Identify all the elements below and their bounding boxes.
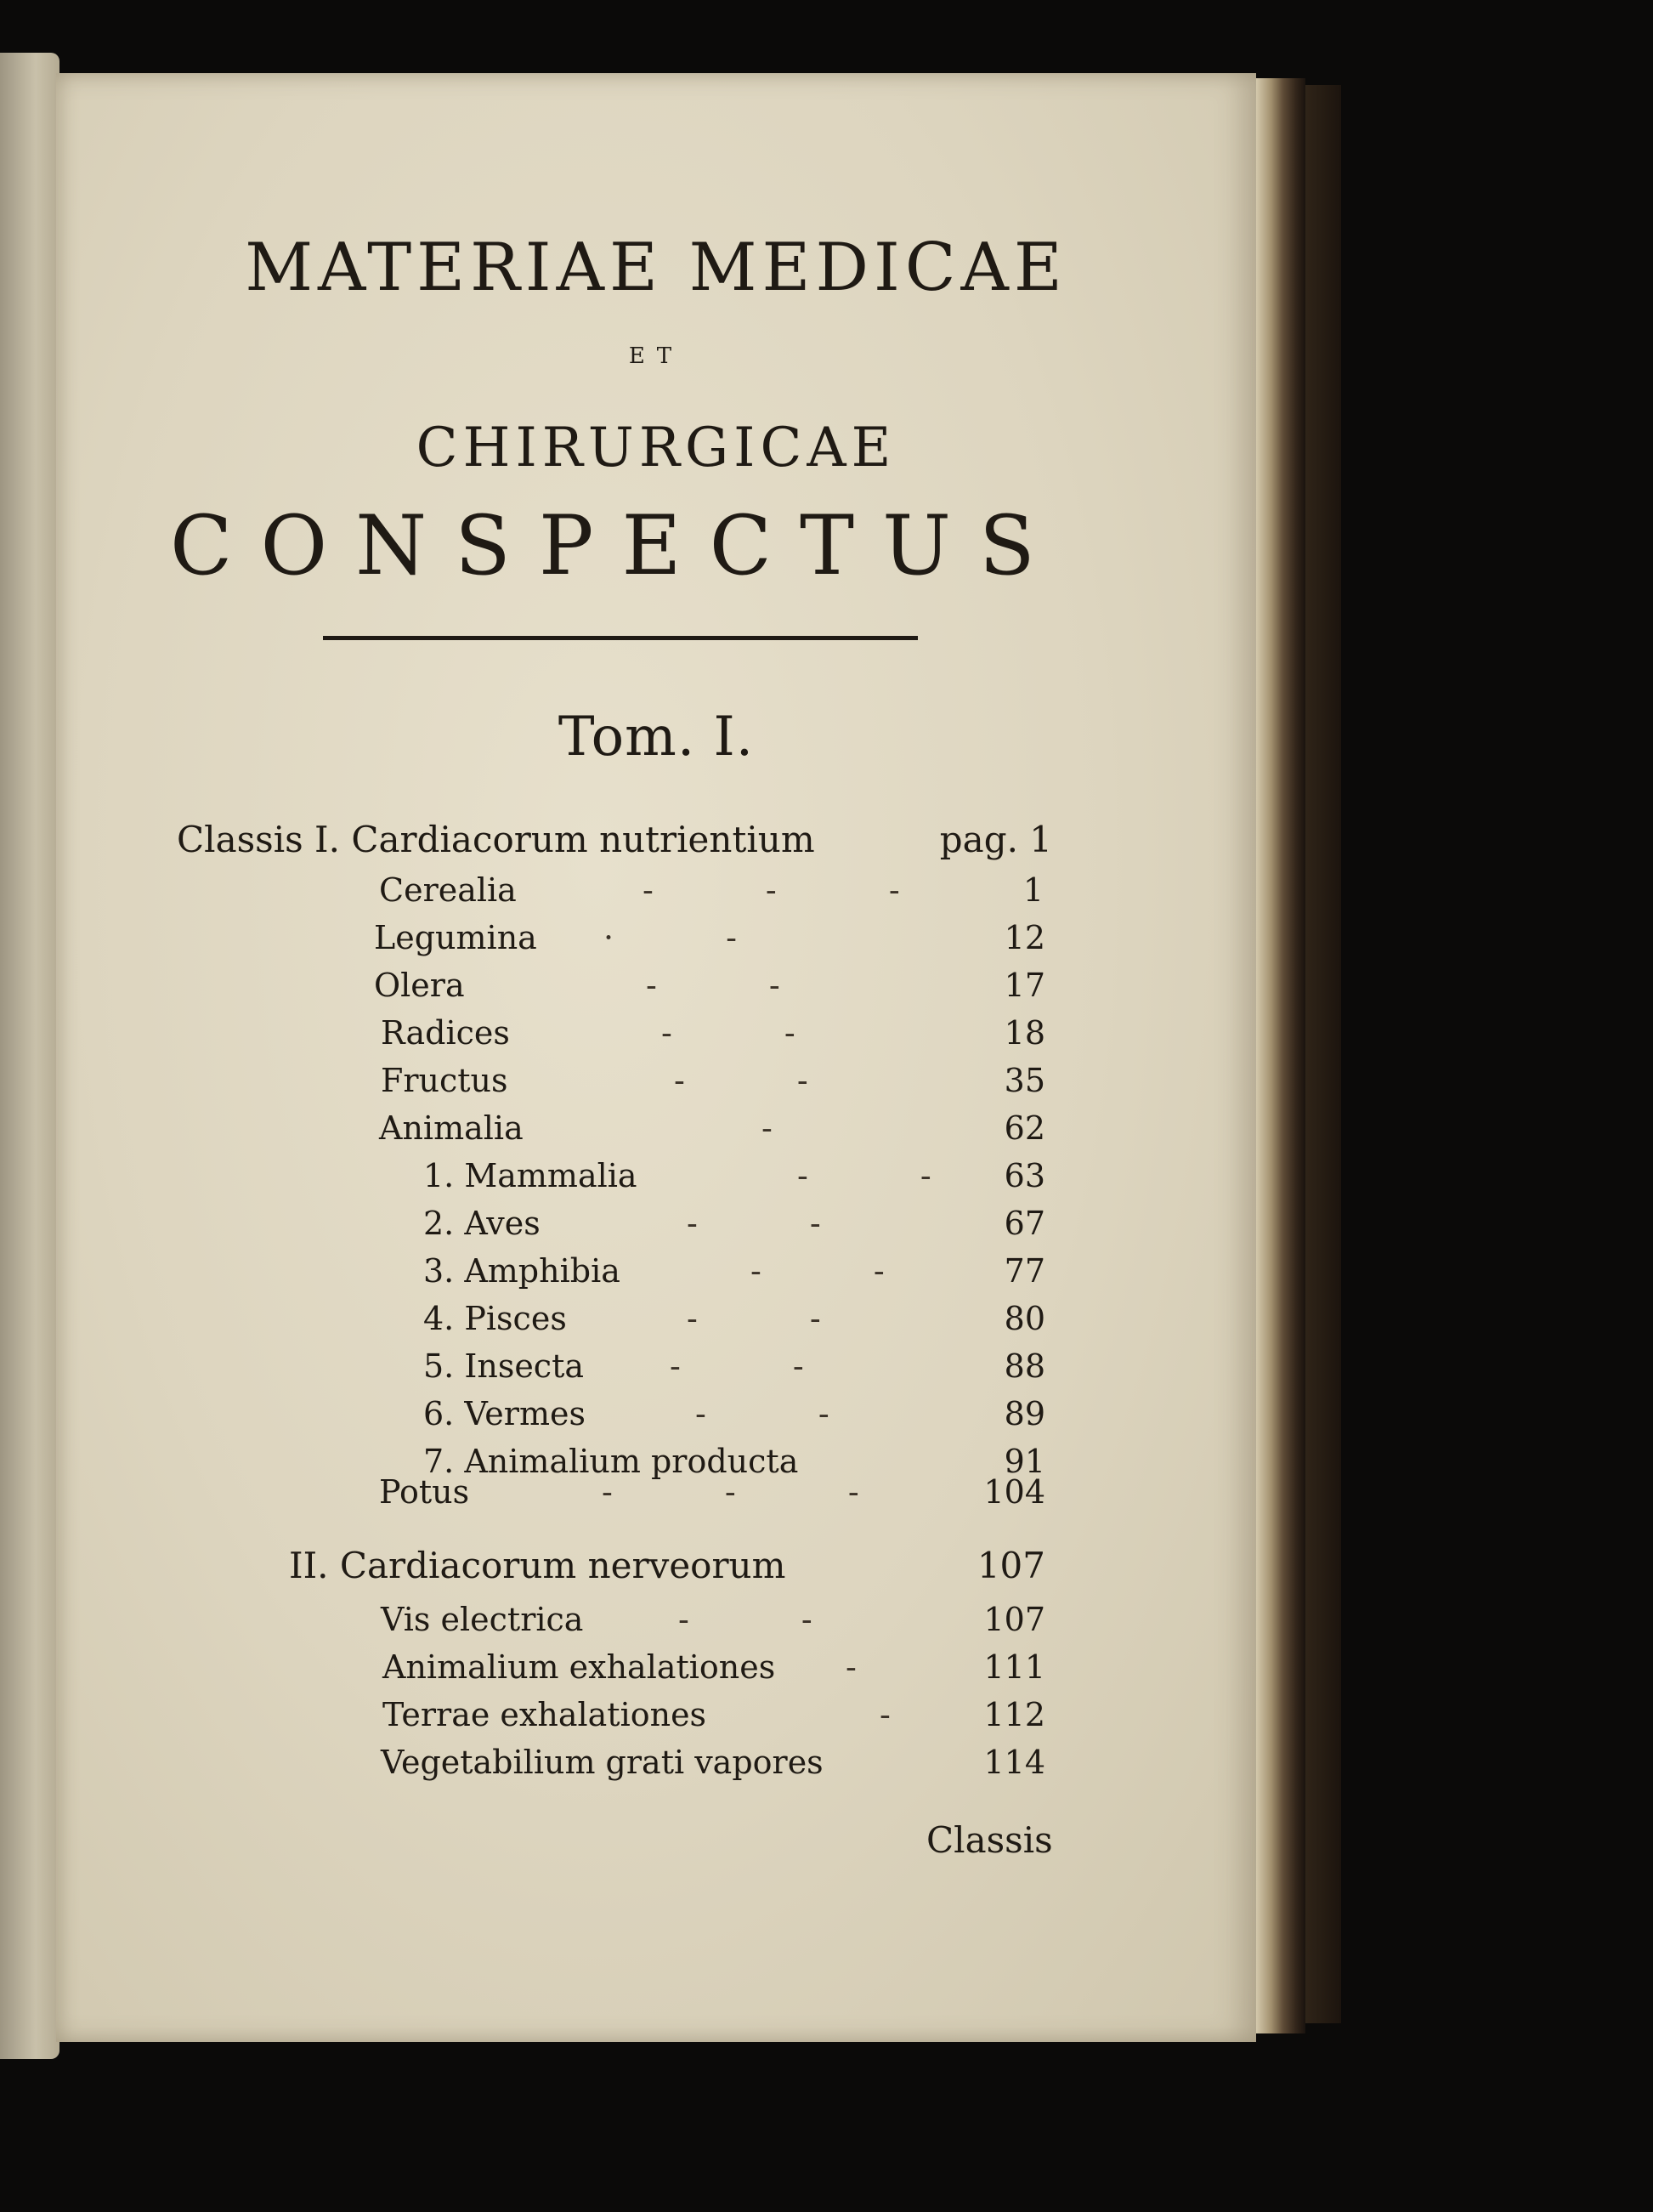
- toc-label: Radices: [381, 1014, 510, 1052]
- toc-entry: [374, 964, 1045, 1007]
- toc-entry: [374, 916, 1045, 959]
- toc-page: 107: [977, 1545, 1045, 1586]
- toc-page: 35: [1004, 1062, 1045, 1099]
- toc-page: 17: [1004, 967, 1045, 1004]
- toc-page: 107: [983, 1601, 1045, 1638]
- toc-page: 112: [983, 1696, 1045, 1733]
- toc-page: 18: [1004, 1014, 1045, 1052]
- title-line-4: CONSPECTUS: [170, 498, 1063, 593]
- toc-leader: - -: [750, 1252, 936, 1290]
- toc-entry: [382, 1693, 1045, 1736]
- toc-page: 91: [1004, 1443, 1045, 1480]
- toc-leader: - -: [695, 1395, 880, 1432]
- toc-page: 77: [1004, 1252, 1045, 1290]
- toc-label: 6. Vermes: [423, 1395, 586, 1432]
- toc-entry-sub: [423, 1392, 1045, 1435]
- toc-leader: - -: [670, 1347, 855, 1385]
- toc-entry-sub: [423, 1345, 1045, 1387]
- toc-label: 1. Mammalia: [423, 1157, 637, 1194]
- title-divider: [323, 636, 918, 640]
- book-cover: [1305, 85, 1341, 2023]
- toc-leader: -: [846, 1648, 908, 1686]
- toc-label: Legumina: [374, 919, 537, 956]
- toc-page: 62: [1004, 1109, 1045, 1147]
- toc-page: 114: [983, 1744, 1045, 1781]
- title-line-2: ET: [628, 343, 684, 369]
- toc-label: Classis I. Cardiacorum nutrientium: [177, 819, 815, 860]
- toc-label: Animalia: [379, 1109, 524, 1147]
- toc-leader: - -: [687, 1300, 872, 1337]
- toc-page: 88: [1004, 1347, 1045, 1385]
- toc-label: Vis electrica: [381, 1601, 584, 1638]
- title-line-1: MATERIAE MEDICAE: [245, 230, 1067, 306]
- toc-leader: - - -: [643, 871, 951, 909]
- toc-leader: - -: [797, 1157, 982, 1194]
- toc-page: 104: [983, 1473, 1045, 1511]
- toc-page: 12: [1004, 919, 1045, 956]
- toc-entry-class-1: [177, 819, 1052, 861]
- toc-label: Terrae exhalationes: [382, 1696, 707, 1733]
- toc-leader: · -: [603, 919, 788, 956]
- toc-leader: -: [880, 1696, 942, 1733]
- toc-leader: - -: [646, 967, 831, 1004]
- toc-leader: - -: [674, 1062, 859, 1099]
- toc-entry: [381, 1012, 1045, 1054]
- title-line-3: CHIRURGICAE: [416, 417, 897, 479]
- toc-label: Vegetabilium grati vapores: [381, 1744, 824, 1781]
- toc-label: 3. Amphibia: [423, 1252, 620, 1290]
- book-spine: [1256, 78, 1305, 2033]
- toc-entry: [379, 1107, 1045, 1149]
- toc-leader: -: [761, 1109, 824, 1147]
- toc-label: Olera: [374, 967, 465, 1004]
- toc-entry: [382, 1646, 1045, 1688]
- toc-page: 80: [1004, 1300, 1045, 1337]
- toc-page: 63: [1004, 1157, 1045, 1194]
- toc-page: 67: [1004, 1205, 1045, 1242]
- toc-label: Cerealia: [379, 871, 517, 909]
- toc-entry-sub: [423, 1202, 1045, 1245]
- toc-entry-sub: [423, 1297, 1045, 1340]
- toc-entry: [379, 1471, 1045, 1513]
- toc-leader: - - -: [602, 1473, 910, 1511]
- catchword: Classis: [926, 1819, 1053, 1861]
- facing-page-edge: [0, 53, 59, 2059]
- toc-leader: - -: [678, 1601, 863, 1638]
- volume-heading: Tom. I.: [558, 706, 755, 769]
- toc-leader: - -: [661, 1014, 846, 1052]
- toc-label: 7. Animalium producta: [423, 1443, 799, 1480]
- toc-entry-class-2: [289, 1545, 1045, 1587]
- toc-label: Potus: [379, 1473, 470, 1511]
- toc-entry: [381, 1059, 1045, 1102]
- toc-entry: [381, 1598, 1045, 1641]
- toc-page: 1: [1022, 871, 1044, 909]
- toc-page: 111: [983, 1648, 1045, 1686]
- toc-label: Fructus: [381, 1062, 508, 1099]
- toc-label: II. Cardiacorum nerveorum: [289, 1545, 786, 1586]
- toc-entry: [379, 869, 1044, 911]
- toc-page: 89: [1004, 1395, 1045, 1432]
- toc-entry-sub: [423, 1250, 1045, 1292]
- toc-label: 5. Insecta: [423, 1347, 585, 1385]
- toc-leader: - -: [687, 1205, 872, 1242]
- toc-label: 2. Aves: [423, 1205, 541, 1242]
- toc-label: 4. Pisces: [423, 1300, 567, 1337]
- toc-entry: [381, 1741, 1045, 1784]
- toc-page: pag. 1: [939, 819, 1052, 860]
- toc-label: Animalium exhalationes: [382, 1648, 776, 1686]
- toc-entry-sub: [423, 1154, 1045, 1197]
